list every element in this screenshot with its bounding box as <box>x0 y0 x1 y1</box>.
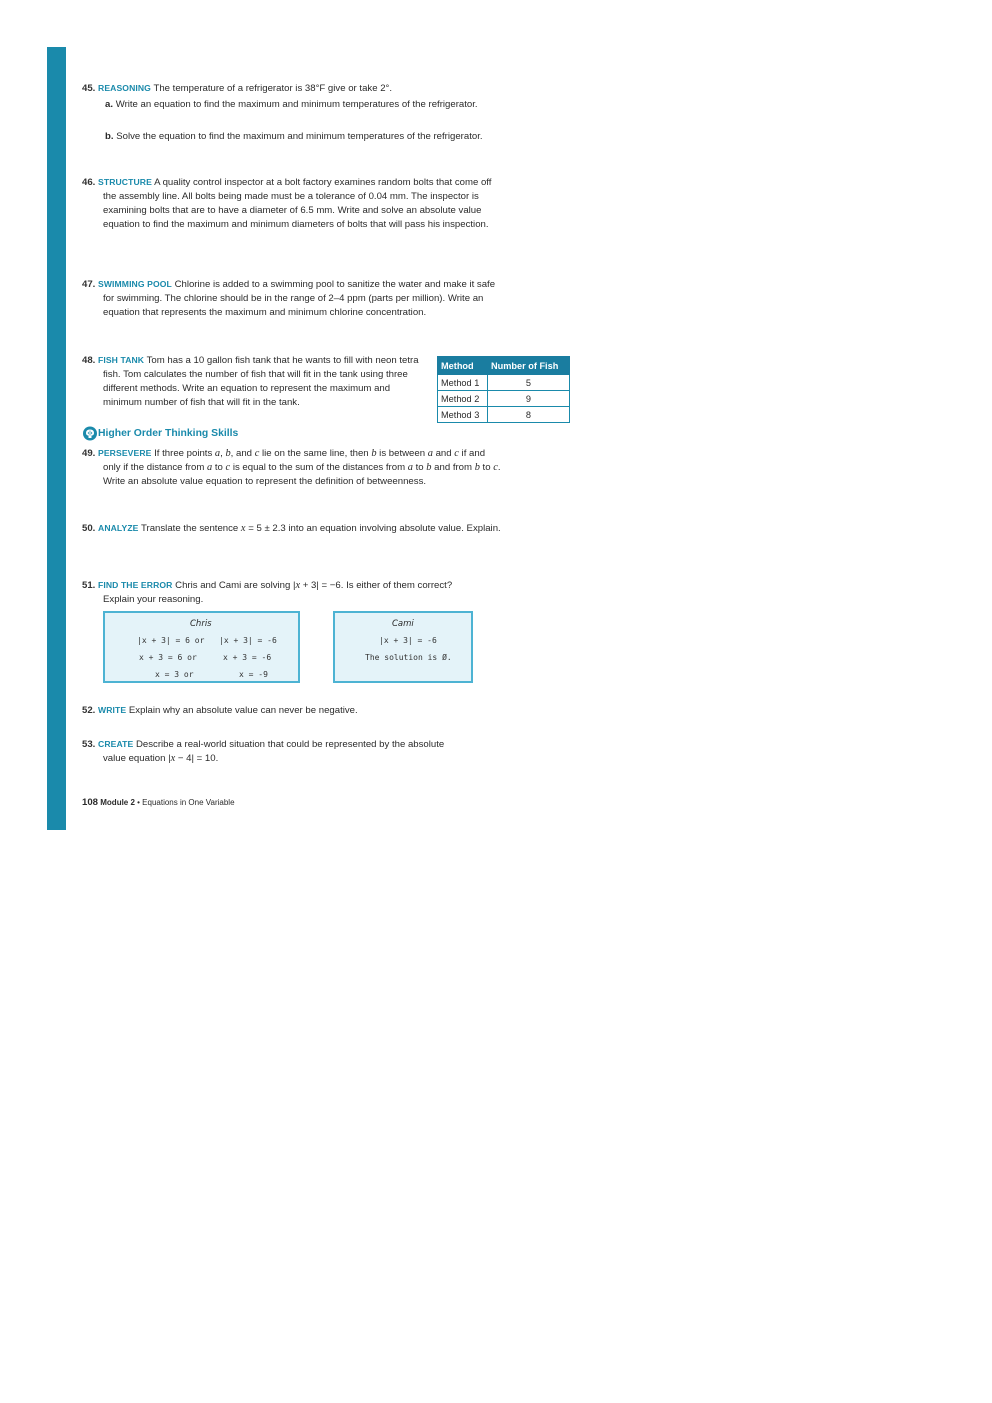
text-run: Describe a real-world situation that could be represented by the absolute value equation | <box>103 739 445 764</box>
module-label: Module 2 <box>100 798 135 807</box>
question-text: Chlorine is added to a swimming pool to sanitize the water and make it safe for swimming. The chlorine should be in the range of 2–4 ppm (parts per million). Write an equation that represents the maximum and minimum chlorine concentration. <box>103 279 496 318</box>
text-run: to <box>412 462 427 473</box>
work-line: |x + 3| = -6 <box>379 636 437 645</box>
text-run: = 5 ± 2.3 into an equation involving absolute value. Explain. <box>245 523 501 534</box>
question-number: 51. <box>82 580 96 591</box>
text-run: to <box>479 462 494 473</box>
table-cell: 9 <box>487 391 569 407</box>
page-footer <box>82 796 235 810</box>
question-46 <box>82 175 502 232</box>
var: b <box>225 448 231 459</box>
work-line: x = 3 or <box>155 670 194 679</box>
keyword: FIND THE ERROR <box>98 580 173 590</box>
side-bar <box>47 47 66 830</box>
var: a <box>427 448 433 459</box>
var: a <box>214 448 221 459</box>
text-run: If three points <box>154 448 215 459</box>
table-header: Number of Fish <box>487 357 569 375</box>
section-title: Higher Order Thinking Skills <box>98 428 239 440</box>
question-number: 50. <box>82 523 96 534</box>
var: b <box>371 448 377 459</box>
question-49 <box>82 446 502 489</box>
keyword: PERSEVERE <box>98 448 152 458</box>
work-line: x = -9 <box>239 670 268 679</box>
question-text: A quality control inspector at a bolt factory examines random bolts that come off the assembly line. All bolts being made must be a tolerance of 0.04 mm. The inspector is examining bolts that are to have a diameter of 6.5 mm. Write and solve an absolute value equation to find the maximum and minimum diameters of bolts that will pass his inspection. <box>103 177 492 230</box>
text-run: , and <box>230 448 255 459</box>
part-text: Write an equation to find the maximum and minimum temperatures of the refrigerator. <box>115 99 478 110</box>
question-50 <box>82 521 502 536</box>
box-title: Chris <box>190 619 212 629</box>
text-run: to <box>212 462 226 473</box>
chris-work-box <box>103 611 300 683</box>
keyword: WRITE <box>98 705 127 715</box>
table-header-row <box>438 357 570 375</box>
question-45 <box>82 81 502 96</box>
cami-work-box <box>333 611 473 683</box>
question-52 <box>82 703 502 718</box>
var: c <box>225 462 231 473</box>
table-cell: 8 <box>487 407 569 423</box>
table-row <box>438 391 570 407</box>
var: c <box>454 448 459 459</box>
question-text: The temperature of a refrigerator is 38°F give or take 2°. <box>153 83 393 94</box>
question-51 <box>82 578 482 607</box>
text-run: is equal to the sum of the distances from <box>230 462 408 473</box>
text-run: . Write an absolute value equation to represent the definition of betweenness. <box>103 462 501 487</box>
var: x <box>295 580 301 591</box>
keyword: FISH TANK <box>98 355 145 365</box>
var: a <box>206 462 213 473</box>
keyword: ANALYZE <box>98 523 139 533</box>
table-row <box>438 375 570 391</box>
question-number: 48. <box>82 355 96 366</box>
work-line: |x + 3| = -6 <box>219 636 277 645</box>
keyword: SWIMMING POOL <box>98 279 172 289</box>
question-number: 53. <box>82 739 96 750</box>
hots-heading <box>82 426 382 441</box>
module-title: Equations in One Variable <box>142 798 235 807</box>
question-47 <box>82 277 502 320</box>
question-number: 46. <box>82 177 96 188</box>
text-run: and <box>432 448 455 459</box>
brain-icon <box>82 426 98 441</box>
work-line: x + 3 = -6 <box>223 653 272 662</box>
question-number: 52. <box>82 705 96 716</box>
var: c <box>493 462 498 473</box>
table-cell: Method 2 <box>438 391 488 407</box>
question-number: 47. <box>82 279 96 290</box>
fish-table <box>437 356 570 423</box>
var: a <box>407 462 413 473</box>
text-run: if and only if the distance from <box>103 448 486 473</box>
page-number: 108 <box>82 797 99 808</box>
question-number: 45. <box>82 83 96 94</box>
separator: • <box>134 798 143 807</box>
text-run: and from <box>431 462 475 473</box>
table-cell: 5 <box>487 375 569 391</box>
question-45a <box>105 98 485 112</box>
keyword: STRUCTURE <box>98 177 152 187</box>
text-run: , <box>220 448 226 459</box>
keyword: CREATE <box>98 739 134 749</box>
question-48 <box>82 353 426 410</box>
text-run: lie on the same line, then <box>259 448 372 459</box>
question-text: Tom has a 10 gallon fish tank that he wants to fill with neon tetra fish. Tom calculates the number of fish that will fit in the tank using three different methods. Write an equation to represent the maximum and minimum number of fish that will fit in the tank. <box>103 355 419 408</box>
work-line: |x + 3| = 6 or <box>137 636 205 645</box>
var: b <box>474 462 480 473</box>
table-cell: Method 3 <box>438 407 488 423</box>
text-run: − 4| = 10. <box>175 753 219 764</box>
keyword: REASONING <box>98 83 151 93</box>
text-run: Translate the sentence <box>141 523 241 534</box>
text-run: + 3| = −6. Is either of them correct? Explain your reasoning. <box>103 580 453 605</box>
var: c <box>254 448 260 459</box>
part-label: b. <box>105 131 114 142</box>
table-cell: Method 1 <box>438 375 488 391</box>
box-title: Cami <box>392 619 414 629</box>
part-text: Solve the equation to find the maximum and minimum temperatures of the refrigerator. <box>116 131 483 142</box>
question-text: Explain why an absolute value can never be negative. <box>128 705 358 716</box>
part-label: a. <box>105 99 114 110</box>
var: b <box>426 462 432 473</box>
question-number: 49. <box>82 448 96 459</box>
table-row <box>438 407 570 423</box>
table-header: Method <box>438 357 488 375</box>
question-53 <box>82 737 467 766</box>
var: x <box>170 753 176 764</box>
text-run: Chris and Cami are solving | <box>175 580 296 591</box>
work-line: The solution is Ø. <box>365 653 452 662</box>
question-45b <box>105 130 485 144</box>
work-line: x + 3 = 6 or <box>139 653 197 662</box>
var: x <box>240 523 246 534</box>
text-run: is between <box>376 448 428 459</box>
